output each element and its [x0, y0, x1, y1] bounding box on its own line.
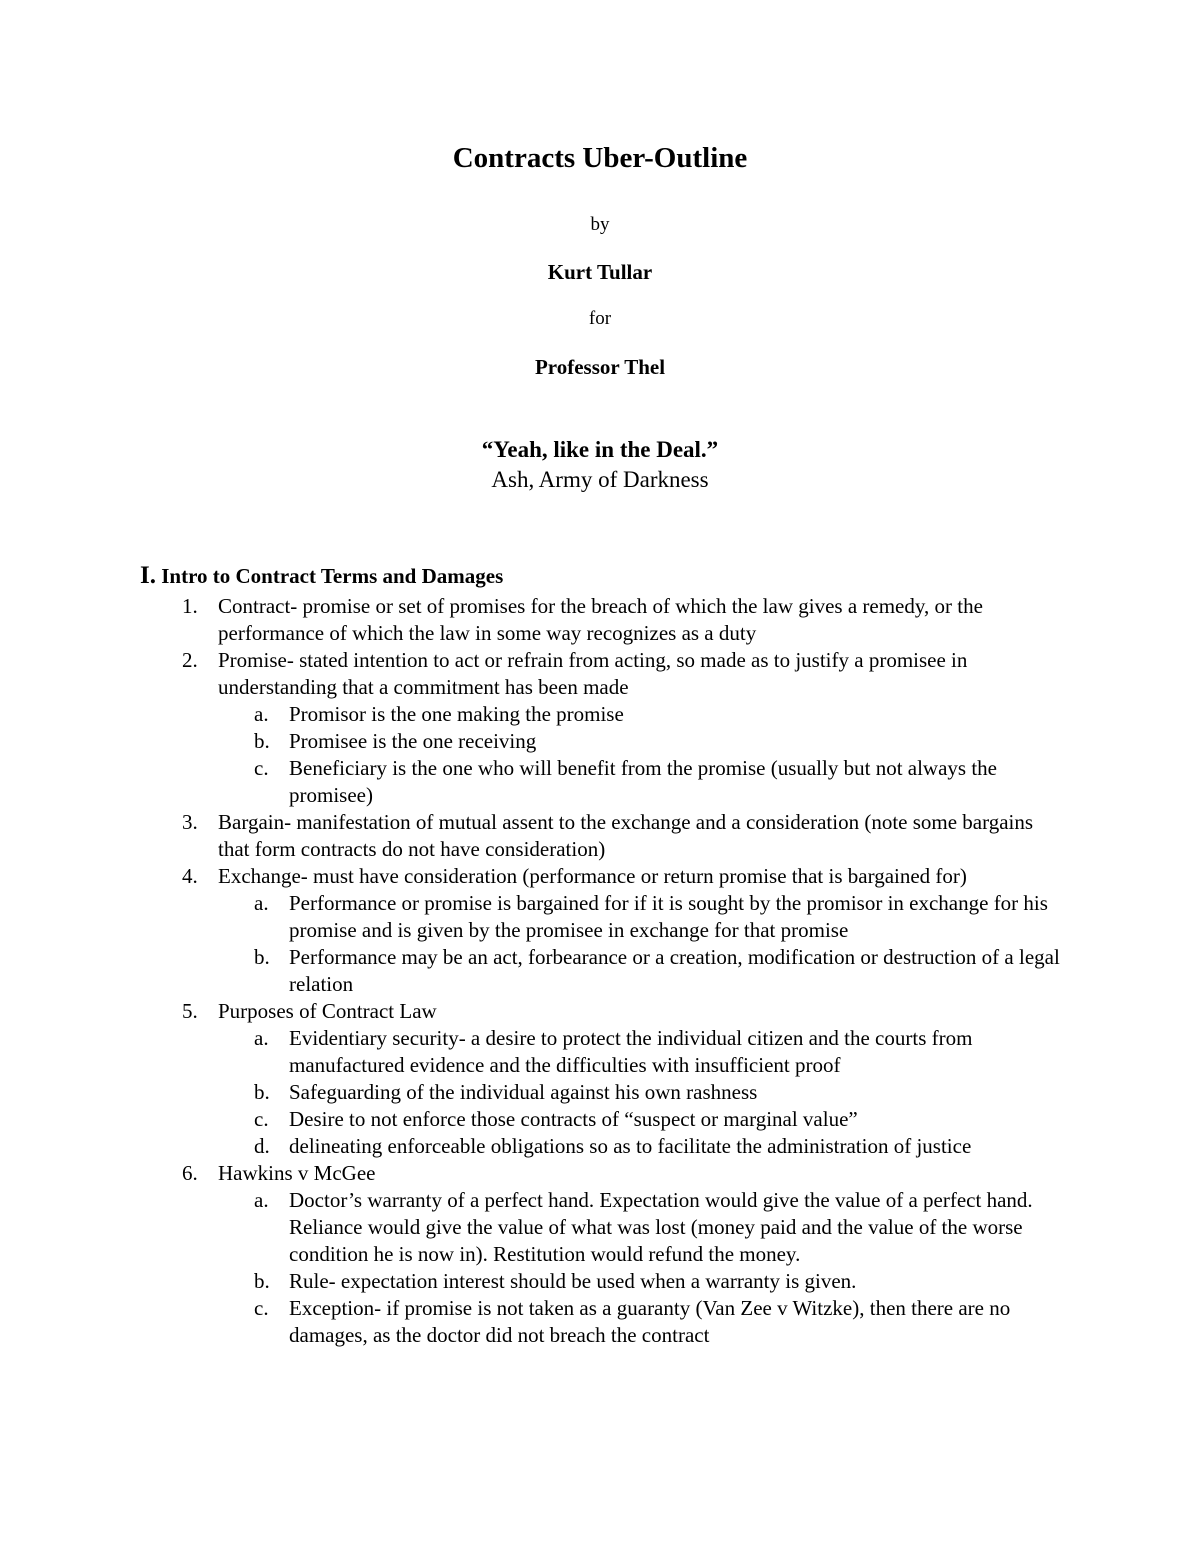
list-marker: 2.: [182, 648, 198, 672]
list-item-text: Promisor is the one making the promise: [289, 702, 624, 726]
list-item-text: Doctor’s warranty of a perfect hand. Expectation would give the value of a perfect hand. Reliance would give the value of what was lost (money paid and the value of the worse condition he is now in). Restitution would refund the money.: [289, 1188, 1033, 1266]
outline-list: [0, 593, 1200, 1349]
list-marker: a.: [254, 891, 269, 915]
list-marker: b.: [254, 729, 270, 753]
list-marker: 1.: [182, 594, 198, 618]
sub-list-item: [0, 755, 1068, 809]
list-item: [0, 593, 1068, 647]
list-item-text: Promisee is the one receiving: [289, 729, 537, 753]
by-line: by: [590, 214, 610, 235]
list-item: [0, 647, 1068, 701]
sub-list-item: [0, 1079, 1068, 1106]
list-item: [0, 1160, 1068, 1187]
sub-list-item: [0, 1106, 1068, 1133]
list-marker: 4.: [182, 864, 198, 888]
list-marker: b.: [254, 1080, 270, 1104]
list-marker: d.: [254, 1134, 270, 1158]
list-marker: b.: [254, 1269, 270, 1293]
list-item-text: Hawkins v McGee: [218, 1161, 376, 1185]
sub-list-item: [0, 701, 1068, 728]
epigraph-attribution: Ash, Army of Darkness: [491, 467, 709, 492]
list-item-text: Rule- expectation interest should be used when a warranty is given.: [289, 1269, 857, 1293]
list-item-text: Promise- stated intention to act or refrain from acting, so made as to justify a promisee in understanding that a commitment has been made: [218, 648, 968, 699]
list-marker: a.: [254, 1188, 269, 1212]
list-item-text: Beneficiary is the one who will benefit from the promise (usually but not always the promisee): [289, 756, 997, 807]
sub-list-item: [0, 1133, 1068, 1160]
list-marker: c.: [254, 1107, 269, 1131]
list-marker: b.: [254, 945, 270, 969]
document-title: Contracts Uber-Outline: [452, 142, 748, 174]
section-heading: [140, 562, 503, 590]
list-item-text: Exception- if promise is not taken as a guaranty (Van Zee v Witzke), then there are no damages, as the doctor did not breach the contract: [289, 1296, 1011, 1347]
list-marker: 3.: [182, 810, 198, 834]
list-item: [0, 809, 1068, 863]
list-marker: 5.: [182, 999, 198, 1023]
section-title: Intro to Contract Terms and Damages: [161, 564, 504, 588]
list-marker: a.: [254, 702, 269, 726]
sub-list-item: [0, 944, 1068, 998]
list-marker: a.: [254, 1026, 269, 1050]
list-marker: c.: [254, 756, 269, 780]
list-item-text: Performance may be an act, forbearance or a creation, modification or destruction of a legal relation: [289, 945, 1060, 996]
list-item: [0, 998, 1068, 1025]
sub-list-item: [0, 1025, 1068, 1079]
list-item-text: Contract- promise or set of promises for the breach of which the law gives a remedy, or the performance of which the law in some way recognizes as a duty: [218, 594, 983, 645]
sub-list-item: [0, 1268, 1068, 1295]
list-item-text: Purposes of Contract Law: [218, 999, 437, 1023]
list-item-text: Desire to not enforce those contracts of “suspect or marginal value”: [289, 1107, 858, 1131]
list-item-text: Bargain- manifestation of mutual assent to the exchange and a consideration (note some bargains that form contracts do not have consideration): [218, 810, 1034, 861]
list-item-text: delineating enforceable obligations so as to facilitate the administration of justice: [289, 1134, 972, 1158]
sub-list-item: [0, 728, 1068, 755]
sub-list-item: [0, 1187, 1068, 1268]
professor-name: Professor Thel: [534, 355, 666, 379]
list-marker: c.: [254, 1296, 269, 1320]
list-item-text: Performance or promise is bargained for if it is sought by the promisor in exchange for his promise and is given by the promisee in exchange for that promise: [289, 891, 1048, 942]
epigraph-quote: “Yeah, like in the Deal.”: [481, 437, 719, 462]
list-item: [0, 863, 1068, 890]
sub-list-item: [0, 1295, 1068, 1349]
list-item-text: Safeguarding of the individual against his own rashness: [289, 1080, 758, 1104]
list-marker: 6.: [182, 1161, 198, 1185]
for-line: for: [588, 308, 612, 329]
section-numeral: I.: [140, 562, 156, 589]
list-item-text: Exchange- must have consideration (performance or return promise that is bargained for): [218, 864, 967, 888]
sub-list-item: [0, 890, 1068, 944]
list-item-text: Evidentiary security- a desire to protect the individual citizen and the courts from manufactured evidence and the difficulties with insufficient proof: [289, 1026, 973, 1077]
author-name: Kurt Tullar: [547, 260, 653, 284]
